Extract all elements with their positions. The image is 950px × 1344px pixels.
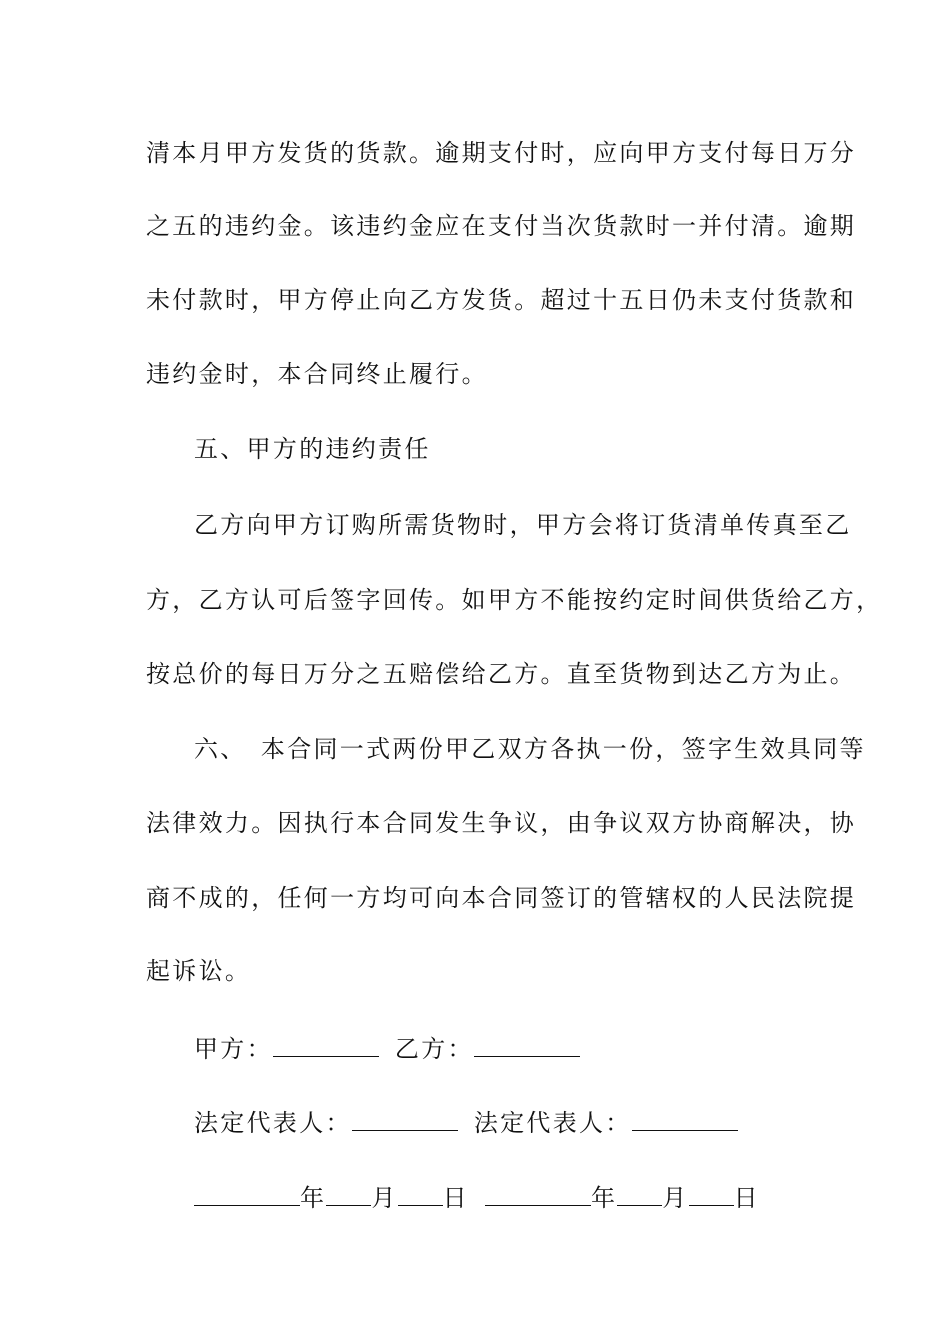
paragraph-line: 按总价的每日万分之五赔偿给乙方。直至货物到达乙方为止。 <box>146 660 857 688</box>
signature-date-row <box>194 1182 874 1214</box>
day-b-blank <box>689 1183 734 1206</box>
section-heading: 五、甲方的违约责任 <box>194 435 431 463</box>
month-label: 月 <box>662 1184 689 1212</box>
year-label: 年 <box>300 1184 327 1212</box>
year-label: 年 <box>590 1184 618 1212</box>
party-b-blank <box>474 1034 580 1057</box>
paragraph-line: 法律效力。因执行本合同发生争议，由争议双方协商解决，协 <box>146 809 857 837</box>
rep-a-label: 法定代表人： <box>194 1109 352 1137</box>
month-label: 月 <box>371 1184 398 1212</box>
paragraph-line: 违约金时，本合同终止履行。 <box>146 360 488 388</box>
rep-b-label: 法定代表人： <box>473 1109 632 1137</box>
day-a-blank <box>398 1183 443 1206</box>
paragraph-line: 六、 本合同一式两份甲乙双方各执一份，签字生效具同等 <box>194 735 866 763</box>
paragraph-line: 方，乙方认可后签字回传。如甲方不能按约定时间供货给乙方， <box>146 586 883 614</box>
paragraph-line: 乙方向甲方订购所需货物时，甲方会将订货清单传真至乙 <box>194 511 852 539</box>
party-a-label: 甲方： <box>194 1035 273 1063</box>
year-b-blank <box>485 1183 591 1206</box>
paragraph-line: 之五的违约金。该违约金应在支付当次货款时一并付清。逾期 <box>146 212 857 240</box>
month-a-blank <box>326 1183 371 1206</box>
month-b-blank <box>617 1183 662 1206</box>
rep-b-blank <box>632 1108 738 1131</box>
signature-representatives-row <box>194 1107 874 1139</box>
paragraph-line: 商不成的，任何一方均可向本合同签订的管辖权的人民法院提 <box>146 884 857 912</box>
rep-a-blank <box>352 1108 458 1131</box>
signature-parties-row <box>194 1033 874 1065</box>
party-a-blank <box>273 1034 379 1057</box>
paragraph-line: 清本月甲方发货的货款。逾期支付时，应向甲方支付每日万分 <box>146 139 857 167</box>
party-b-label: 乙方： <box>394 1035 474 1063</box>
day-label: 日 <box>442 1184 469 1212</box>
paragraph-line: 起诉讼。 <box>146 957 252 985</box>
paragraph-line: 未付款时，甲方停止向乙方发货。超过十五日仍未支付货款和 <box>146 286 857 314</box>
year-a-blank <box>194 1183 300 1206</box>
day-label: 日 <box>733 1184 760 1212</box>
